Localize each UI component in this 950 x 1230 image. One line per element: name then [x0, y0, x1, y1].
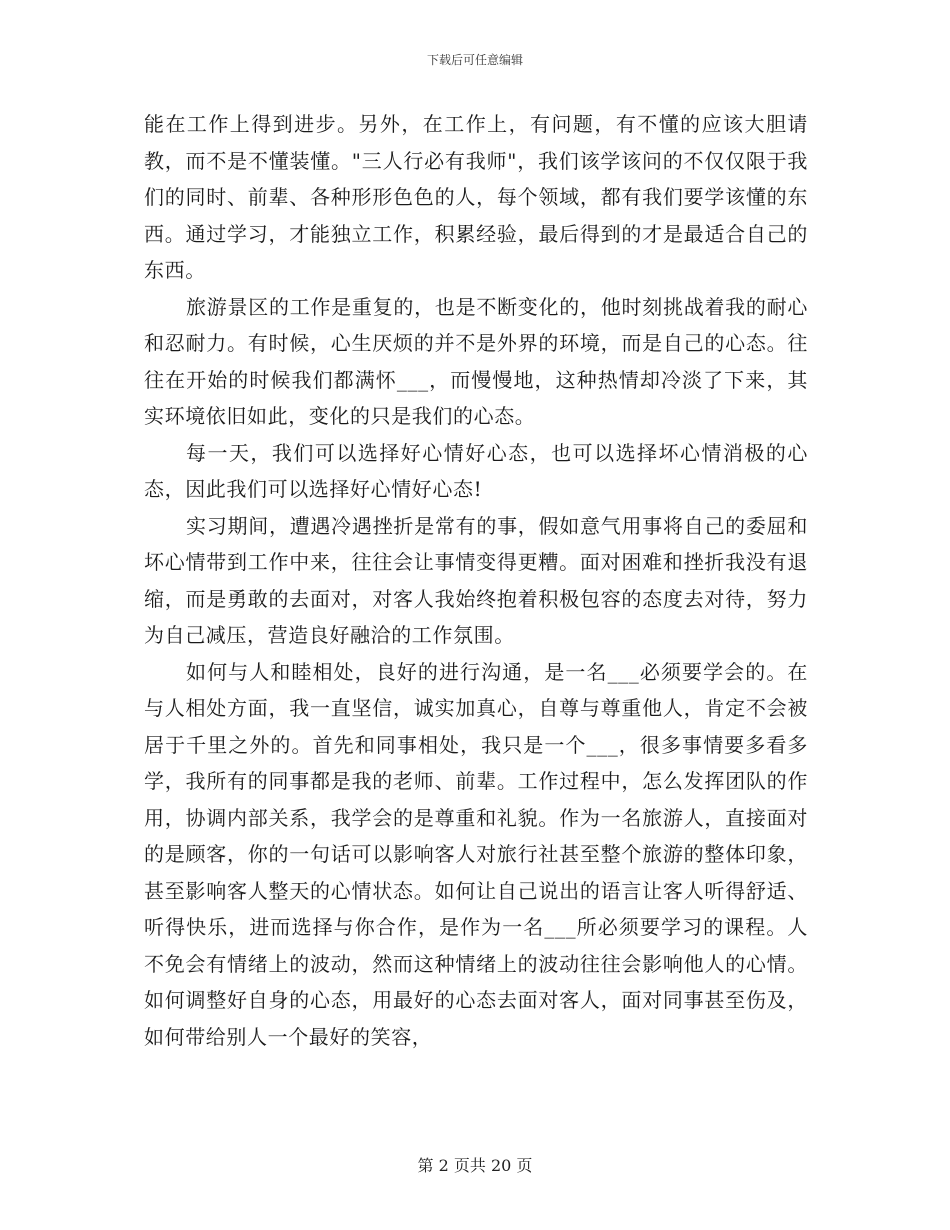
- paragraph-continued: 能在工作上得到进步。另外，在工作上，有问题，有不懂的应该大胆请教，而不是不懂装懂。"三人行必有我师"，我们该学该问的不仅仅限于我们的同时、前辈、各种形形色色的人，每个领域，都有我们要学该懂的东西。通过学习，才能独立工作，积累经验，最后得到的才是最适合自己的东西。: [144, 112, 808, 282]
- page-number-footer: 第 2 页共 20 页: [417, 1156, 533, 1175]
- paragraph-tourism-work: 旅游景区的工作是重复的，也是不断变化的，他时刻挑战着我的耐心和忍耐力。有时候，心生厌烦的并不是外界的环境，而是自己的心态。往往在开始的时候我们都满怀___，而慢慢地，这种热情却冷淡了下来，其实环境依旧如此，变化的只是我们的心态。: [144, 294, 808, 428]
- document-body: [144, 106, 808, 1055]
- paragraph-getting-along: 如何与人和睦相处，良好的进行沟通，是一名___必须要学会的。在与人相处方面，我一直坚信，诚实加真心，自尊与尊重他人，肯定不会被居于千里之外的。首先和同事相处，我只是一个___，很多事情要多看多学，我所有的同事都是我的老师、前辈。工作过程中，怎么发挥团队的作用，协调内部关系，我学会的是尊重和礼貌。作为一名旅游人，直接面对的是顾客，你的一句话可以影响客人对旅行社甚至整个旅游的整体印象，甚至影响客人整天的心情状态。如何让自己说出的语言让客人听得舒适、听得快乐，进而选择与你合作，是作为一名___所必须要学习的课程。人不免会有情绪上的波动，然而这种情绪上的波动往往会影响他人的心情。如何调整好自身的心态，用最好的心态去面对客人，面对同事甚至伤及，如何带给别人一个最好的笑容，: [144, 659, 808, 1049]
- paragraph-daily-mood: 每一天，我们可以选择好心情好心态，也可以选择坏心情消极的心态，因此我们可以选择好心情好心态!: [144, 440, 808, 501]
- paragraph-internship-setbacks: 实习期间，遭遇冷遇挫折是常有的事，假如意气用事将自己的委屈和坏心情带到工作中来，往往会让事情变得更糟。面对困难和挫折我没有退缩，而是勇敢的去面对，对客人我始终抱着积极包容的态度去对待，努力为自己减压，营造良好融洽的工作氛围。: [144, 513, 808, 647]
- page-header: 下载后可任意编辑: [426, 53, 523, 67]
